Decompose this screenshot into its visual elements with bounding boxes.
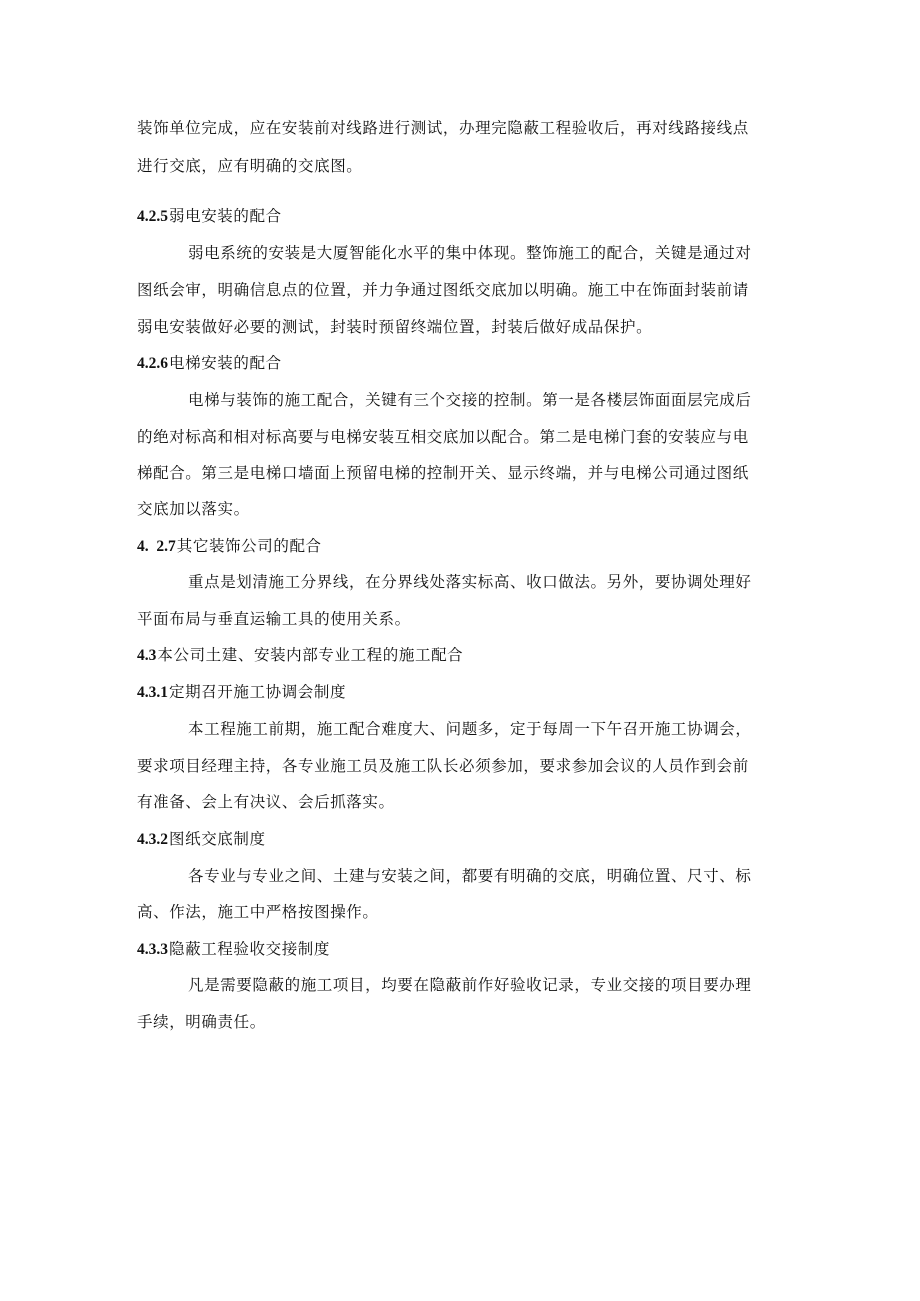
paragraph-line: 各专业与专业之间、土建与安装之间，都要有明确的交底，明确位置、尺寸、标 <box>188 867 752 885</box>
section-title: 弱电安装的配合 <box>169 207 282 225</box>
section-heading-4-3 <box>137 645 463 666</box>
paragraph-line: 手续，明确责任。 <box>137 1013 266 1031</box>
paragraph-line: 有准备、会上有决议、会后抓落实。 <box>137 793 395 811</box>
section-heading-4-2-7 <box>137 536 322 557</box>
section-heading-4-3-3 <box>137 939 330 960</box>
section-title: 隐蔽工程验收交接制度 <box>169 940 331 958</box>
section-number: 4.3.2 <box>137 831 168 848</box>
section-title: 图纸交底制度 <box>169 830 266 848</box>
section-title: 定期召开施工协调会制度 <box>169 683 347 701</box>
paragraph-line: 装饰单位完成，应在安装前对线路进行测试，办理完隐蔽工程验收后，再对线路接线点 <box>137 119 749 137</box>
paragraph-line: 进行交底，应有明确的交底图。 <box>137 157 363 175</box>
section-heading-4-3-1 <box>137 682 346 703</box>
section-title: 本公司土建、安装内部专业工程的施工配合 <box>157 646 464 664</box>
paragraph-line: 电梯与装饰的施工配合，关键有三个交接的控制。第一是各楼层饰面面层完成后 <box>188 391 752 409</box>
paragraph-line: 重点是划清施工分界线，在分界线处落实标高、收口做法。另外，要协调处理好 <box>188 573 752 591</box>
paragraph-line: 平面布局与垂直运输工具的使用关系。 <box>137 610 411 628</box>
section-title: 其它装饰公司的配合 <box>176 537 322 555</box>
section-number: 4.3 <box>137 647 157 664</box>
paragraph-line: 图纸会审，明确信息点的位置，并力争通过图纸交底加以明确。施工中在饰面封装前请 <box>137 281 749 299</box>
section-heading-4-2-6 <box>137 353 282 374</box>
section-number: 4. 2.7 <box>137 538 176 555</box>
paragraph-line: 要求项目经理主持，各专业施工员及施工队长必须参加，要求参加会议的人员作到会前 <box>137 757 749 775</box>
paragraph-line: 梯配合。第三是电梯口墙面上预留电梯的控制开关、显示终端，并与电梯公司通过图纸 <box>137 464 749 482</box>
section-number: 4.2.5 <box>137 208 168 225</box>
section-heading-4-3-2 <box>137 829 266 850</box>
paragraph-line: 交底加以落实。 <box>137 500 250 518</box>
section-number: 4.3.1 <box>137 684 168 701</box>
section-number: 4.2.6 <box>137 355 168 372</box>
paragraph-line: 高、作法，施工中严格按图操作。 <box>137 903 379 921</box>
paragraph-line: 弱电安装做好必要的测试，封装时预留终端位置，封装后做好成品保护。 <box>137 318 653 336</box>
paragraph-line: 弱电系统的安装是大厦智能化水平的集中体现。整饰施工的配合，关键是通过对 <box>188 244 752 262</box>
section-number: 4.3.3 <box>137 941 168 958</box>
paragraph-line: 的绝对标高和相对标高要与电梯安装互相交底加以配合。第二是电梯门套的安装应与电 <box>137 428 749 446</box>
section-title: 电梯安装的配合 <box>169 354 282 372</box>
paragraph-line: 凡是需要隐蔽的施工项目，均要在隐蔽前作好验收记录，专业交接的项目要办理 <box>188 976 752 994</box>
section-heading-4-2-5 <box>137 206 282 227</box>
paragraph-line: 本工程施工前期，施工配合难度大、问题多，定于每周一下午召开施工协调会， <box>188 720 752 738</box>
